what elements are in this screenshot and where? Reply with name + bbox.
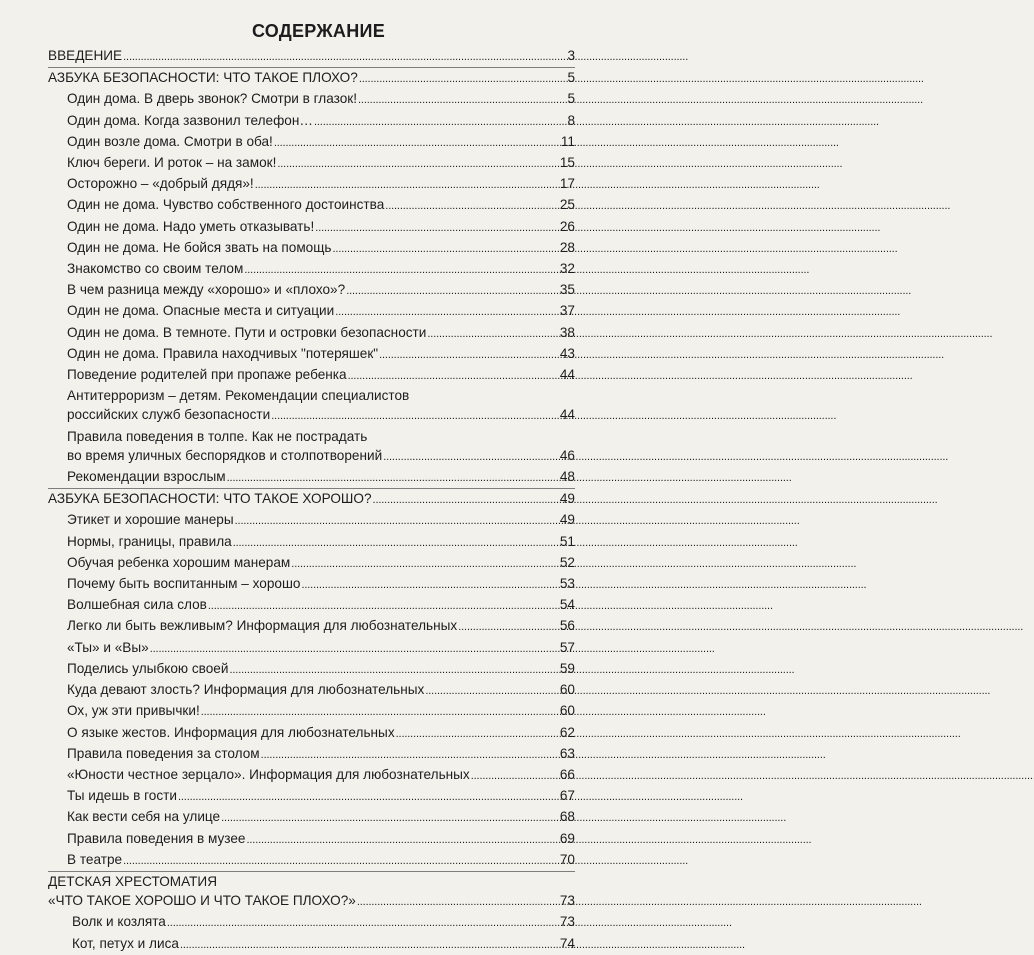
page-title: СОДЕРЖАНИЕ <box>251 21 386 41</box>
toc-entry-page: 49 <box>559 491 575 507</box>
table-of-contents <box>48 46 575 955</box>
toc-entry[interactable] <box>48 553 575 574</box>
toc-entry-page: 57 <box>559 639 575 655</box>
toc-entry-page: 70 <box>559 851 575 867</box>
toc-entry[interactable] <box>48 595 575 616</box>
leader-dots <box>235 510 559 531</box>
toc-entry-page: 73 <box>559 914 575 930</box>
toc-entry-page: 52 <box>559 554 575 570</box>
toc-entry-page: 56 <box>559 618 575 634</box>
toc-entry[interactable] <box>48 786 575 807</box>
toc-entry[interactable] <box>48 850 575 872</box>
toc-entry-page: 25 <box>559 197 575 213</box>
toc-section-first-line[interactable] <box>48 872 575 891</box>
toc-entry-title: В театре <box>67 851 123 867</box>
toc-entry-title: Как вести себя на улице <box>67 809 221 825</box>
toc-entry[interactable] <box>48 46 575 68</box>
toc-entry-page: 68 <box>559 809 575 825</box>
toc-entry-page: 26 <box>559 218 575 234</box>
toc-entry[interactable] <box>48 510 575 531</box>
leader-dots <box>227 467 559 488</box>
leader-dots <box>150 638 559 659</box>
toc-entry-page: 49 <box>559 512 575 528</box>
toc-entry[interactable] <box>48 323 575 344</box>
toc-entry[interactable] <box>48 701 575 722</box>
toc-entry[interactable] <box>48 532 575 553</box>
toc-entry-page: 54 <box>559 597 575 613</box>
toc-entry-page: 15 <box>559 155 575 171</box>
toc-entry-page: 48 <box>559 469 575 485</box>
toc-entry-title: «Ты» и «Вы» <box>67 639 149 655</box>
leader-dots <box>208 595 559 616</box>
toc-entry[interactable] <box>48 174 575 195</box>
toc-entry-page: 46 <box>559 447 575 463</box>
toc-entry-title: Кот, петух и лиса <box>72 935 179 951</box>
toc-entry-title: Ключ береги. И роток – на замок! <box>67 155 277 171</box>
leader-dots <box>396 723 559 744</box>
leader-dots <box>201 701 559 722</box>
toc-entry-title: Почему быть воспитанным – хорошо <box>67 576 301 592</box>
leader-dots <box>348 365 559 386</box>
toc-entry-title-continued: российских служб безопасности <box>67 407 271 423</box>
toc-entry-page: 37 <box>559 303 575 319</box>
toc-entry-page: 32 <box>559 261 575 277</box>
toc-entry-title: Ох, уж эти привычки! <box>67 703 200 719</box>
toc-entry-title: Волшебная сила слов <box>67 597 207 613</box>
toc-entry-page: 38 <box>559 324 575 340</box>
leader-dots <box>277 153 559 174</box>
toc-section[interactable] <box>48 891 575 912</box>
leader-dots <box>301 574 558 595</box>
toc-entry[interactable] <box>48 280 575 301</box>
toc-entry[interactable] <box>48 912 575 933</box>
toc-entry-title: Один не дома. Правила находчивых "потеряшек" <box>67 345 379 361</box>
toc-entry-title: Обучая ребенка хорошим манерам <box>67 554 291 570</box>
toc-entry-page: 60 <box>559 703 575 719</box>
toc-entry-page: 8 <box>567 112 575 128</box>
leader-dots <box>180 934 559 955</box>
toc-entry[interactable] <box>48 807 575 828</box>
toc-entry-page: 63 <box>559 745 575 761</box>
leader-dots <box>315 217 559 238</box>
toc-entry-page: 44 <box>559 367 575 383</box>
leader-dots <box>123 46 566 67</box>
leader-dots <box>379 344 559 365</box>
toc-entry-page: 28 <box>559 239 575 255</box>
leader-dots <box>274 132 560 153</box>
toc-entry-title-continued: во время уличных беспорядков и столпотворений <box>67 447 383 463</box>
toc-entry[interactable] <box>48 132 575 153</box>
toc-entry-title: Рекомендации взрослым <box>67 469 226 485</box>
toc-entry[interactable] <box>48 111 575 132</box>
toc-entry-title: Знакомство со своим телом <box>67 261 244 277</box>
leader-dots <box>291 553 559 574</box>
toc-entry-title: Осторожно – «добрый дядя»! <box>67 176 254 192</box>
toc-entry[interactable] <box>48 195 575 216</box>
toc-entry-title: Куда девают злость? Информация для любознательных <box>67 682 425 698</box>
leader-dots <box>261 744 559 765</box>
toc-entry-title: Один не дома. Надо уметь отказывать! <box>67 218 315 234</box>
toc-entry-page: 5 <box>567 70 575 86</box>
toc-entry-first-line[interactable] <box>48 386 575 405</box>
leader-dots <box>123 850 559 871</box>
toc-section[interactable] <box>48 68 575 89</box>
toc-entry[interactable] <box>48 574 575 595</box>
toc-entry-page: 35 <box>559 282 575 298</box>
toc-entry-page: 73 <box>559 893 575 909</box>
leader-dots <box>425 680 559 701</box>
toc-entry-title: Один дома. В дверь звонок? Смотри в глазок! <box>67 91 358 107</box>
leader-dots <box>244 259 559 280</box>
toc-entry[interactable] <box>48 238 575 259</box>
toc-entry-title: О языке жестов. Информация для любознательных <box>67 724 395 740</box>
leader-dots <box>383 446 559 467</box>
toc-entry[interactable] <box>48 744 575 765</box>
toc-entry-title: Правила поведения в музее <box>67 830 246 846</box>
toc-entry-page: 60 <box>559 682 575 698</box>
toc-entry-page: 66 <box>559 766 575 782</box>
toc-entry-page: 69 <box>559 830 575 846</box>
leader-dots <box>255 174 559 195</box>
toc-entry-title: ВВЕДЕНИЕ <box>48 48 123 63</box>
toc-entry-title: ДЕТСКАЯ ХРЕСТОМАТИЯ <box>48 873 218 889</box>
toc-entry-title: АЗБУКА БЕЗОПАСНОСТИ: ЧТО ТАКОЕ ХОРОШО? <box>48 491 372 507</box>
leader-dots <box>271 405 559 426</box>
toc-entry-title: Нормы, границы, правила <box>67 533 232 549</box>
toc-entry-title: Один не дома. Чувство собственного достоинства <box>67 197 385 213</box>
toc-entry-page: 62 <box>559 724 575 740</box>
toc-entry[interactable] <box>48 153 575 174</box>
toc-entry[interactable] <box>48 680 575 701</box>
leader-dots <box>333 238 559 259</box>
toc-entry[interactable] <box>48 217 575 238</box>
toc-entry-title: Один возле дома. Смотри в оба! <box>67 133 273 149</box>
toc-entry-title: Антитерроризм – детям. Рекомендации специалистов <box>67 388 410 404</box>
leader-dots <box>167 912 559 933</box>
toc-entry-page: 11 <box>560 133 575 149</box>
leader-dots <box>357 891 559 912</box>
toc-entry-page: 5 <box>567 91 575 107</box>
toc-entry-first-line[interactable] <box>48 427 575 446</box>
toc-entry-page: 44 <box>559 407 575 423</box>
leader-dots <box>229 659 558 680</box>
toc-entry[interactable] <box>48 765 575 786</box>
toc-entry-page: 51 <box>559 533 575 549</box>
toc-entry-title: Один не дома. В темноте. Пути и островки безопасности <box>67 324 427 340</box>
toc-entry-title: Один не дома. Не бойся звать на помощь <box>67 239 332 255</box>
leader-dots <box>385 195 559 216</box>
toc-section[interactable] <box>48 489 575 510</box>
toc-entry[interactable] <box>48 344 575 365</box>
toc-entry[interactable] <box>48 659 575 680</box>
toc-entry-title: В чем разница между «хорошо» и «плохо»? <box>67 282 346 298</box>
toc-entry[interactable] <box>48 934 575 955</box>
toc-entry-title: Ты идешь в гости <box>67 788 177 804</box>
leader-dots <box>221 807 559 828</box>
leader-dots <box>373 489 559 510</box>
leader-dots <box>335 301 559 322</box>
leader-dots <box>358 89 566 110</box>
toc-entry-title: Правила поведения в толпе. Как не пострадать <box>67 428 368 444</box>
leader-dots <box>346 280 559 301</box>
toc-entry-title: Поделись улыбкою своей <box>67 660 229 676</box>
leader-dots <box>359 68 567 89</box>
toc-entry[interactable] <box>48 365 575 386</box>
leader-dots <box>246 829 558 850</box>
toc-entry[interactable] <box>48 616 575 637</box>
toc-entry[interactable] <box>48 405 575 426</box>
leader-dots <box>427 323 559 344</box>
toc-entry-page: 67 <box>559 788 575 804</box>
leader-dots <box>471 765 559 786</box>
toc-entry-page: 17 <box>559 176 575 192</box>
toc-entry-page: 3 <box>567 48 575 63</box>
toc-entry[interactable] <box>48 638 575 659</box>
toc-entry[interactable] <box>48 301 575 322</box>
toc-entry-title: Один дома. Когда зазвонил телефон… <box>67 112 313 128</box>
toc-entry[interactable] <box>48 446 575 467</box>
toc-entry-title: «Юности честное зерцало». Информация для любознательных <box>67 766 470 782</box>
toc-entry-page: 59 <box>559 660 575 676</box>
toc-entry[interactable] <box>48 723 575 744</box>
toc-entry-title: АЗБУКА БЕЗОПАСНОСТИ: ЧТО ТАКОЕ ПЛОХО? <box>48 70 358 86</box>
toc-entry-page: 74 <box>559 935 575 951</box>
leader-dots <box>233 532 559 553</box>
toc-entry-page: 53 <box>559 576 575 592</box>
leader-dots <box>178 786 559 807</box>
toc-entry-title: Этикет и хорошие манеры <box>67 512 234 528</box>
toc-entry-title: Легко ли быть вежливым? Информация для любознательных <box>67 618 458 634</box>
leader-dots <box>314 111 566 132</box>
toc-entry-title: Поведение родителей при пропаже ребенка <box>67 367 347 383</box>
toc-entry[interactable] <box>48 467 575 489</box>
toc-entry[interactable] <box>48 89 575 110</box>
toc-entry[interactable] <box>48 259 575 280</box>
toc-entry-title: Волк и козлята <box>72 914 166 930</box>
toc-entry-title: Правила поведения за столом <box>67 745 260 761</box>
toc-entry[interactable] <box>48 829 575 850</box>
toc-entry-title-continued: «ЧТО ТАКОЕ ХОРОШО И ЧТО ТАКОЕ ПЛОХО?» <box>48 893 356 909</box>
toc-entry-page: 43 <box>559 345 575 361</box>
leader-dots <box>458 616 559 637</box>
toc-entry-title: Один не дома. Опасные места и ситуации <box>67 303 335 319</box>
